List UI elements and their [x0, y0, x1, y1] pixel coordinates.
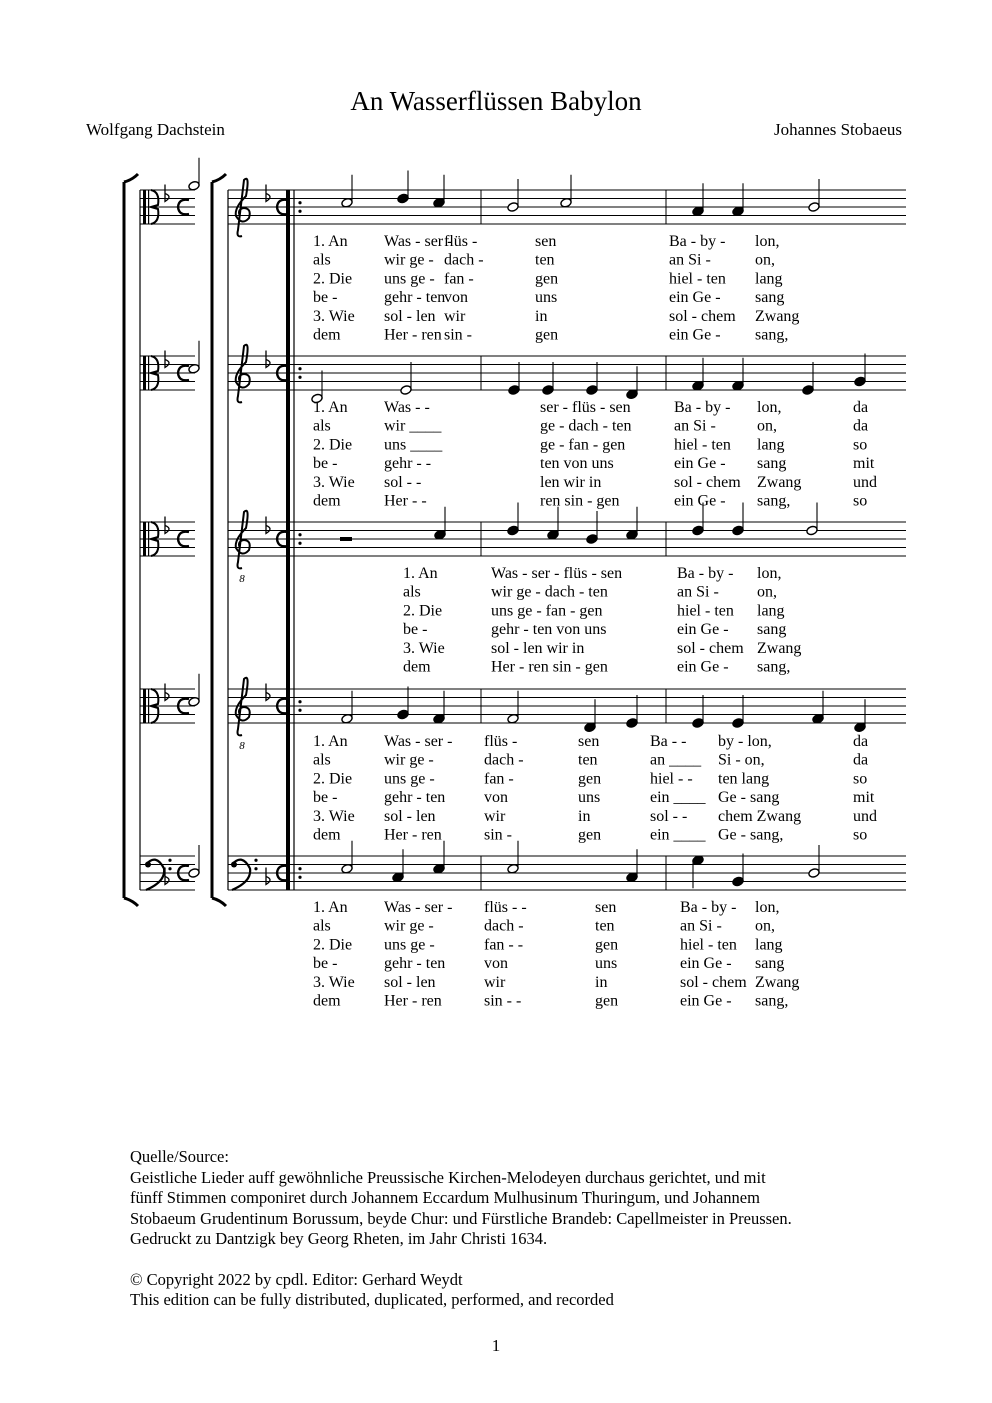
lyric-syllable: lang: [757, 436, 785, 454]
treble-clef-icon: [236, 511, 250, 569]
note-head: [341, 713, 353, 724]
lyric-syllable: als: [313, 251, 331, 269]
note-head: [507, 863, 519, 874]
lyric-syllable: flüs -: [484, 733, 518, 750]
lyric-syllable: on,: [755, 917, 775, 935]
note-head: [586, 385, 598, 396]
note-head: [692, 718, 704, 729]
note-head: [433, 197, 445, 208]
lyric-syllable: dach -: [484, 917, 524, 935]
note-head: [626, 718, 638, 729]
lyric-syllable: an ____: [650, 751, 702, 769]
lyric-syllable: sen: [535, 233, 557, 250]
note-head: [808, 868, 820, 879]
lyric-syllable: sang,: [757, 658, 791, 676]
lyric-syllable: on,: [757, 583, 777, 601]
source-line: Quelle/Source:: [130, 1147, 229, 1166]
note-head: [397, 709, 409, 720]
lyric-syllable: mit: [853, 789, 875, 807]
lyric-syllable: ten: [595, 917, 615, 935]
lyric-syllable: wir ge -: [384, 751, 434, 769]
lyric-syllable: sang,: [757, 492, 791, 510]
lyric-syllable: hiel - -: [650, 770, 693, 788]
lyric-syllable: wir ____: [384, 417, 442, 435]
lyric-syllable: uns ge -: [384, 270, 435, 288]
lyric-syllable: wir ge - dach - ten: [491, 583, 608, 601]
lyric-syllable: be -: [313, 289, 338, 307]
lyric-syllable: on,: [755, 251, 775, 269]
note-head: [802, 385, 814, 396]
lyric-syllable: lon,: [757, 565, 782, 582]
repeat-dot: [298, 376, 301, 379]
lyric-syllable: 1. An: [313, 233, 348, 250]
note-head: [692, 855, 704, 866]
repeat-dot: [298, 542, 301, 545]
note-head: [732, 876, 744, 887]
lyric-syllable: an Si -: [674, 417, 716, 435]
treble-clef-icon: [236, 179, 250, 237]
lyric-syllable: Was - ser -: [384, 233, 453, 250]
lyric-syllable: hiel - ten: [669, 270, 726, 288]
lyric-syllable: gen: [595, 992, 619, 1010]
lyric-syllable: Her - -: [384, 492, 427, 510]
lyric-syllable: ein Ge -: [677, 658, 729, 676]
lyric-syllable: lon,: [757, 399, 782, 416]
lyric-syllable: uns ge -: [384, 770, 435, 788]
lyric-syllable: von: [484, 789, 508, 807]
lyric-syllable: Was - -: [384, 399, 430, 416]
note-head: [397, 193, 409, 204]
lyric-syllable: uns ge - fan - gen: [491, 602, 603, 620]
lyric-syllable: ein Ge -: [669, 289, 721, 307]
lyric-syllable: ein ____: [650, 826, 706, 844]
octave-mark: 8: [239, 740, 245, 752]
lyric-syllable: so: [853, 492, 868, 510]
lyric-syllable: ein Ge -: [674, 492, 726, 510]
lyric-syllable: als: [313, 417, 331, 435]
lyric-syllable: sol - len: [384, 807, 436, 825]
lyric-syllable: Her - ren sin - gen: [491, 658, 608, 676]
lyric-syllable: als: [313, 917, 331, 935]
lyric-syllable: ein Ge -: [677, 621, 729, 639]
lyric-syllable: uns: [535, 289, 558, 307]
note-head: [341, 197, 353, 208]
lyric-syllable: gehr - ten von uns: [491, 621, 607, 639]
lyric-syllable: wir ge -: [384, 251, 434, 269]
note-head: [732, 380, 744, 391]
lyric-syllable: dach -: [444, 251, 484, 269]
bass-clef-icon: [145, 862, 151, 868]
lyric-syllable: gen: [535, 326, 559, 344]
note-head: [692, 525, 704, 536]
lyric-syllable: dem: [313, 492, 341, 510]
lyric-syllable: sin -: [444, 326, 472, 344]
lyric-syllable: lang: [755, 270, 783, 288]
composer-right: Johannes Stobaeus: [774, 120, 902, 139]
page-number: 1: [491, 1336, 501, 1355]
lyric-syllable: gehr - ten: [384, 955, 446, 973]
lyric-syllable: sol - len: [384, 307, 436, 325]
lyric-syllable: als: [403, 583, 421, 601]
lyric-syllable: Ba - by -: [677, 565, 734, 582]
lyric-syllable: uns ____: [384, 436, 443, 454]
note-head: [400, 385, 412, 396]
lyric-syllable: gen: [595, 936, 619, 954]
lyric-syllable: sang,: [755, 326, 789, 344]
lyric-syllable: an Si -: [677, 583, 719, 601]
lyric-syllable: wir: [484, 973, 506, 991]
note-head: [507, 525, 519, 536]
lyric-syllable: sol - len wir in: [491, 639, 585, 657]
lyric-syllable: sang: [755, 289, 785, 307]
repeat-dot: [298, 367, 301, 370]
lyric-syllable: Ba - -: [650, 733, 687, 750]
repeat-dot: [298, 709, 301, 712]
note-head: [188, 363, 200, 374]
lyric-syllable: 2. Die: [403, 602, 443, 620]
lyric-syllable: da: [853, 733, 869, 750]
lyric-syllable: ten von uns: [540, 455, 614, 473]
lyric-syllable: ge - fan - gen: [540, 436, 626, 454]
lyric-syllable: in: [535, 307, 548, 325]
lyric-syllable: ten lang: [718, 770, 770, 788]
lyric-syllable: ten: [578, 751, 598, 769]
lyric-syllable: 1. An: [313, 399, 348, 416]
lyric-syllable: Was - ser -: [384, 733, 453, 750]
lyric-syllable: dem: [313, 992, 341, 1010]
source-line: Stobaeum Grudentinum Borussum, beyde Chur: und Fürstliche Brandeb: Capellmeister in Preussen.: [130, 1208, 792, 1228]
lyric-syllable: fan -: [444, 270, 474, 288]
lyric-syllable: so: [853, 770, 868, 788]
treble-clef-icon: [236, 345, 250, 403]
c-clef-icon: [143, 356, 146, 390]
lyric-syllable: 1. An: [403, 565, 438, 582]
lyric-syllable: von: [444, 289, 468, 307]
lyric-syllable: by - lon,: [718, 733, 772, 750]
lyric-syllable: uns: [595, 955, 618, 973]
note-head: [392, 872, 404, 883]
lyric-syllable: sang: [757, 621, 787, 639]
lyric-syllable: da: [853, 399, 869, 416]
lyric-syllable: uns: [578, 789, 601, 807]
lyric-syllable: lang: [757, 602, 785, 620]
note-head: [433, 863, 445, 874]
note-head: [806, 525, 818, 536]
note-head: [584, 722, 596, 733]
lyric-syllable: als: [313, 751, 331, 769]
lyric-syllable: Zwang: [755, 307, 800, 325]
lyric-syllable: 3. Wie: [313, 973, 355, 991]
page-title: An Wasserflüssen Babylon: [350, 86, 642, 116]
bracket: [124, 174, 138, 906]
note-head: [854, 376, 866, 387]
lyric-syllable: ein Ge -: [680, 955, 732, 973]
lyric-syllable: dem: [313, 326, 341, 344]
lyric-syllable: lon,: [755, 233, 780, 250]
source-line: Gedruckt zu Dantzigk bey Georg Rheten, im Jahr Christi 1634.: [130, 1229, 548, 1248]
lyric-syllable: sen: [578, 733, 600, 750]
lyric-syllable: 3. Wie: [313, 307, 355, 325]
source-line: Geistliche Lieder auff gewöhnliche Preussische Kirchen-Melodeyen durchaus gerichtet, und mit: [130, 1167, 766, 1187]
lyric-syllable: be -: [313, 455, 338, 473]
lyric-syllable: gehr - ten: [384, 789, 446, 807]
repeat-dot: [298, 201, 301, 204]
lyric-syllable: sol - len: [384, 973, 436, 991]
lyric-syllable: dach -: [484, 751, 524, 769]
lyric-syllable: 3. Wie: [313, 807, 355, 825]
repeat-dot: [298, 533, 301, 536]
lyric-syllable: wir: [444, 307, 466, 325]
note-head: [188, 180, 200, 191]
lyric-syllable: Ba - by -: [680, 899, 737, 916]
repeat-thick-bar: [286, 190, 290, 890]
lyric-syllable: in: [595, 973, 608, 991]
lyric-syllable: Ge - sang: [718, 789, 780, 807]
lyric-syllable: fan - -: [484, 936, 524, 954]
lyric-syllable: Ge - sang,: [718, 826, 784, 844]
lyric-syllable: hiel - ten: [680, 936, 737, 954]
lyric-syllable: hiel - ten: [677, 602, 734, 620]
lyric-syllable: gen: [578, 826, 602, 844]
lyric-syllable: gen: [578, 770, 602, 788]
note-head: [508, 385, 520, 396]
lyric-syllable: hiel - ten: [674, 436, 731, 454]
lyric-syllable: Her - ren: [384, 992, 442, 1010]
license-line: This edition can be fully distributed, duplicated, performed, and recorded: [130, 1290, 614, 1309]
note-head: [547, 529, 559, 540]
note-head: [434, 529, 446, 540]
lyric-syllable: 1. An: [313, 899, 348, 916]
repeat-dot: [298, 700, 301, 703]
lyric-syllable: 2. Die: [313, 436, 353, 454]
lyric-syllable: ein Ge -: [674, 455, 726, 473]
lyric-syllable: sol - chem: [677, 639, 744, 657]
c-clef-icon: [143, 190, 146, 224]
note-head: [854, 722, 866, 733]
bass-clef-icon: [254, 859, 257, 862]
lyric-syllable: lon,: [755, 899, 780, 916]
note-head: [626, 529, 638, 540]
copyright-line: © Copyright 2022 by cpdl. Editor: Gerhard Weydt: [130, 1269, 463, 1289]
lyric-syllable: ten: [535, 251, 555, 269]
c-clef-icon: [143, 522, 146, 556]
lyric-syllable: sen: [595, 899, 617, 916]
lyric-syllable: 2. Die: [313, 770, 353, 788]
lyric-syllable: 3. Wie: [313, 473, 355, 491]
note-head: [188, 868, 200, 879]
lyric-syllable: wir ge -: [384, 917, 434, 935]
lyric-syllable: gehr - -: [384, 455, 432, 473]
repeat-dot: [298, 210, 301, 213]
note-head: [560, 197, 572, 208]
lyric-syllable: an Si -: [680, 917, 722, 935]
lyric-syllable: an Si -: [669, 251, 711, 269]
lyric-syllable: da: [853, 751, 869, 769]
note-head: [188, 696, 200, 707]
note-head: [542, 385, 554, 396]
note-head: [732, 718, 744, 729]
octave-mark: 8: [239, 573, 245, 585]
lyric-syllable: Zwang: [755, 973, 800, 991]
source-notes: [130, 1147, 890, 1311]
lyric-syllable: mit: [853, 455, 875, 473]
lyric-syllable: ein Ge -: [669, 326, 721, 344]
note-head: [692, 206, 704, 217]
note-head: [507, 713, 519, 724]
lyric-syllable: in: [578, 807, 591, 825]
lyric-syllable: flüs - -: [484, 899, 527, 916]
lyric-syllable: ge - dach - ten: [540, 417, 632, 435]
lyric-syllable: chem Zwang: [718, 807, 802, 825]
lyric-syllable: Her - ren: [384, 326, 442, 344]
note-head: [812, 713, 824, 724]
lyric-syllable: dem: [313, 826, 341, 844]
bass-clef-icon: [231, 862, 237, 868]
lyric-syllable: wir: [484, 807, 506, 825]
lyric-syllable: ren sin - gen: [540, 492, 620, 510]
c-clef-icon: [143, 689, 146, 723]
lyric-syllable: ser - flüs - sen: [540, 399, 631, 416]
repeat-dot: [298, 867, 301, 870]
lyric-syllable: da: [853, 417, 869, 435]
lyric-syllable: Zwang: [757, 639, 802, 657]
lyric-syllable: dem: [403, 658, 431, 676]
lyric-syllable: sol - chem: [680, 973, 747, 991]
lyric-syllable: on,: [757, 417, 777, 435]
lyric-syllable: flüs -: [444, 233, 478, 250]
lyric-syllable: sol - chem: [669, 307, 736, 325]
treble-clef-icon: [236, 678, 250, 736]
lyric-syllable: sol - -: [650, 807, 688, 825]
lyric-syllable: sang: [757, 455, 787, 473]
lyric-syllable: 3. Wie: [403, 639, 445, 657]
lyric-syllable: lang: [755, 936, 783, 954]
lyric-syllable: sang: [755, 955, 785, 973]
composer-left: Wolfgang Dachstein: [86, 120, 225, 139]
lyric-syllable: sin - -: [484, 992, 522, 1010]
half-rest: [340, 537, 352, 541]
lyric-syllable: sang,: [755, 992, 789, 1010]
lyric-syllable: Si - on,: [718, 751, 765, 769]
lyric-syllable: Her - ren: [384, 826, 442, 844]
lyric-syllable: 2. Die: [313, 270, 353, 288]
bass-clef-icon: [168, 867, 171, 870]
lyric-syllable: be -: [313, 789, 338, 807]
lyric-syllable: gen: [535, 270, 559, 288]
lyric-syllable: 2. Die: [313, 936, 353, 954]
bracket: [212, 174, 226, 906]
note-head: [732, 206, 744, 217]
lyric-syllable: sol - -: [384, 473, 422, 491]
note-head: [626, 389, 638, 400]
bass-clef-icon: [168, 859, 171, 862]
lyric-syllable: so: [853, 826, 868, 844]
lyric-syllable: Ba - by -: [669, 233, 726, 250]
lyric-syllable: uns ge -: [384, 936, 435, 954]
lyric-syllable: so: [853, 436, 868, 454]
note-head: [586, 534, 598, 545]
repeat-dot: [298, 876, 301, 879]
lyric-syllable: len wir in: [540, 473, 602, 491]
note-head: [341, 863, 353, 874]
lyric-syllable: sol - chem: [674, 473, 741, 491]
lyric-syllable: ein Ge -: [680, 992, 732, 1010]
lyric-syllable: Was - ser - flüs - sen: [491, 565, 623, 582]
lyric-syllable: ein ____: [650, 789, 706, 807]
note-head: [808, 202, 820, 213]
lyric-syllable: und: [853, 473, 877, 491]
lyric-syllable: be -: [403, 621, 428, 639]
note-head: [626, 872, 638, 883]
source-line: fünff Stimmen componiret durch Johannem Eccardum Mulhusinum Thuringum, und Johannem: [130, 1188, 760, 1207]
lyric-syllable: fan -: [484, 770, 514, 788]
lyric-syllable: Ba - by -: [674, 399, 731, 416]
note-head: [732, 525, 744, 536]
note-head: [433, 713, 445, 724]
bass-clef-icon: [254, 867, 257, 870]
note-head: [692, 380, 704, 391]
lyric-syllable: gehr - ten: [384, 289, 446, 307]
lyric-syllable: sin -: [484, 826, 512, 844]
lyric-syllable: 1. An: [313, 733, 348, 750]
lyric-syllable: be -: [313, 955, 338, 973]
lyric-syllable: von: [484, 955, 508, 973]
lyric-syllable: Zwang: [757, 473, 802, 491]
lyric-syllable: Was - ser -: [384, 899, 453, 916]
note-head: [507, 202, 519, 213]
lyric-syllable: und: [853, 807, 877, 825]
